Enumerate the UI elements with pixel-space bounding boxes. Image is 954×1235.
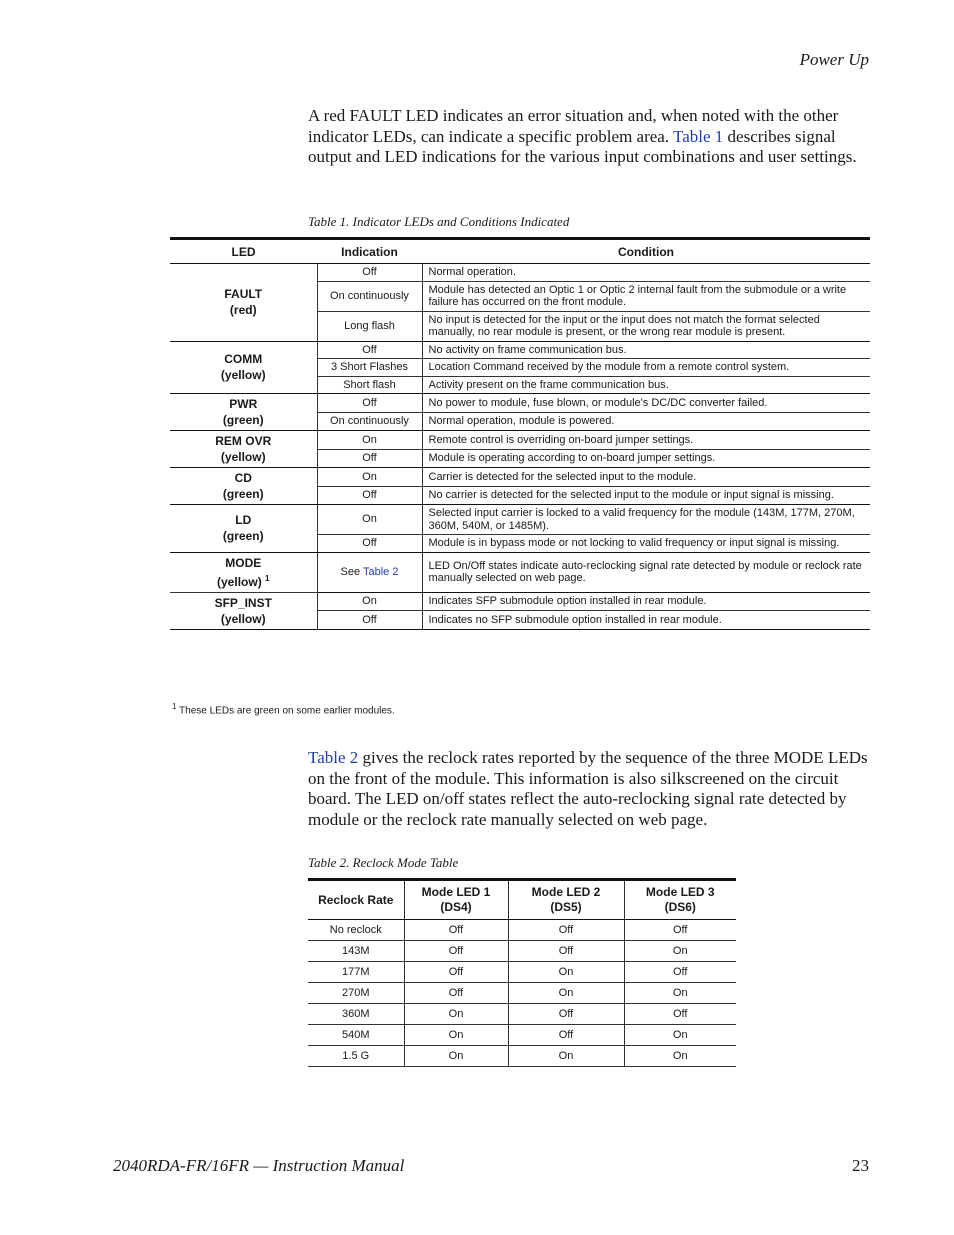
indication-cell xyxy=(317,311,422,341)
table-cell: Off xyxy=(624,962,736,983)
led-name-cell xyxy=(170,505,317,553)
condition-cell: Normal operation. xyxy=(422,264,870,282)
table1-footnote xyxy=(172,702,395,716)
indication-cell xyxy=(317,412,422,431)
table-row xyxy=(308,920,736,941)
indication-text: On xyxy=(362,595,377,607)
table-cell: 143M xyxy=(308,941,404,962)
indication-cell xyxy=(317,468,422,487)
table1-link[interactable]: Table 1 xyxy=(673,126,724,146)
table-cell: On xyxy=(624,983,736,1004)
table-cell: Off xyxy=(404,941,508,962)
indication-text: On continuously xyxy=(330,415,409,427)
led-name: LD xyxy=(235,513,252,528)
table-cell: On xyxy=(404,1025,508,1046)
indicator-led-table-body xyxy=(170,264,870,630)
condition-cell: Selected input carrier is locked to a valid frequency for the module (143M, 177M, 270M, 360M, 540M, or 1485M). xyxy=(422,505,870,535)
table-cell: Off xyxy=(404,962,508,983)
table-cell: Off xyxy=(508,920,624,941)
led-color: (yellow) xyxy=(220,368,266,383)
condition-cell: No activity on frame communication bus. xyxy=(422,341,870,359)
led-name-cell xyxy=(170,341,317,394)
table-cell: On xyxy=(404,1004,508,1025)
condition-cell: Location Command received by the module from a remote control system. xyxy=(422,359,870,377)
col-header-led: LED xyxy=(170,239,317,264)
indication-cell xyxy=(317,535,422,553)
intro-text: A red FAULT LED indicates an error situation and, when noted with the other indicator LEDs, can indicate a specific problem area. xyxy=(308,106,839,146)
led-name-cell xyxy=(170,592,317,629)
led-name: PWR xyxy=(229,397,258,411)
table-row xyxy=(170,468,870,487)
indication-cell xyxy=(317,552,422,592)
table-row xyxy=(308,962,736,983)
table-cell: On xyxy=(508,1046,624,1067)
condition-cell: Activity present on the frame communication bus. xyxy=(422,376,870,394)
led-name-cell xyxy=(170,264,317,342)
table2-link[interactable]: Table 2 xyxy=(362,565,399,578)
table-cell: On xyxy=(508,962,624,983)
table-row xyxy=(170,592,870,611)
table-cell: Off xyxy=(508,941,624,962)
indication-text: Off xyxy=(362,452,377,464)
table-row xyxy=(308,983,736,1004)
condition-cell: No power to module, fuse blown, or module's DC/DC converter failed. xyxy=(422,394,870,413)
table2-caption: Table 2. Reclock Mode Table xyxy=(308,855,459,870)
reclock-paragraph xyxy=(308,748,873,830)
indication-text: Off xyxy=(362,266,377,278)
table-cell: On xyxy=(404,1046,508,1067)
table-cell: Off xyxy=(624,1004,736,1025)
condition-cell: LED On/Off states indicate auto-reclocking signal rate detected by module or reclock rate manually selected on web page. xyxy=(422,552,870,592)
led-color: (red) xyxy=(229,303,257,318)
indication-cell xyxy=(317,611,422,630)
condition-cell: Module has detected an Optic 1 or Optic 2 internal fault from the submodule or a write failure has occurred on the front module. xyxy=(422,281,870,311)
indication-cell xyxy=(317,341,422,359)
col-header xyxy=(308,880,404,920)
table-cell: On xyxy=(508,983,624,1004)
table-cell: On xyxy=(624,1046,736,1067)
condition-cell: Normal operation, module is powered. xyxy=(422,412,870,431)
intro-paragraph xyxy=(308,106,873,168)
col-header-line2: (DS6) xyxy=(664,900,696,914)
table-cell: 177M xyxy=(308,962,404,983)
table-row xyxy=(170,505,870,535)
table-row xyxy=(170,552,870,592)
table2-link[interactable]: Table 2 xyxy=(308,748,359,767)
reclock-mode-table xyxy=(308,878,736,1067)
table-row xyxy=(308,1046,736,1067)
col-header-line1: Mode LED 1 xyxy=(421,885,491,899)
indication-text: Short flash xyxy=(343,378,396,391)
led-color: (yellow) xyxy=(220,450,266,464)
col-header xyxy=(624,880,736,920)
led-name-cell xyxy=(170,552,317,592)
col-header-condition: Condition xyxy=(422,239,870,264)
table-row xyxy=(308,1025,736,1046)
condition-cell: Indicates no SFP submodule option installed in rear module. xyxy=(422,611,870,630)
led-name: SFP_INST xyxy=(214,595,272,610)
indication-text: On continuously xyxy=(330,289,409,302)
table-cell: Off xyxy=(624,920,736,941)
page-number: 23 xyxy=(852,1156,869,1175)
table-cell: On xyxy=(624,941,736,962)
condition-cell: No carrier is detected for the selected input to the module or input signal is missing. xyxy=(422,486,870,505)
indication-cell xyxy=(317,376,422,394)
indication-text: Long flash xyxy=(344,319,395,332)
col-header-line2: (DS4) xyxy=(440,900,472,914)
indication-text: See xyxy=(340,565,363,578)
footnote-text: These LEDs are green on some earlier modules. xyxy=(176,705,395,717)
led-color: (yellow) xyxy=(220,611,266,626)
running-header: Power Up xyxy=(799,50,869,69)
table1-caption: Table 1. Indicator LEDs and Conditions Indicated xyxy=(308,214,570,229)
table-cell: No reclock xyxy=(308,920,404,941)
indication-cell xyxy=(317,505,422,535)
indication-text: On xyxy=(362,433,377,446)
led-name-cell xyxy=(170,394,317,431)
col-header-line1: Reclock Rate xyxy=(318,892,394,907)
table-row xyxy=(170,341,870,359)
led-color: (green) xyxy=(222,413,264,427)
footnote-mark: 1 xyxy=(172,702,177,711)
col-header-indication: Indication xyxy=(317,239,422,264)
col-header-line1: Mode LED 3 xyxy=(645,885,715,899)
led-color: (green) xyxy=(222,529,264,544)
led-name-cell xyxy=(170,468,317,505)
table-cell: 270M xyxy=(308,983,404,1004)
table-cell: 360M xyxy=(308,1004,404,1025)
col-header-line1: Mode LED 2 xyxy=(531,885,601,899)
indication-text: On xyxy=(362,513,377,526)
led-color: (yellow) xyxy=(217,574,262,589)
indication-text: Off xyxy=(362,537,377,549)
led-name: REM OVR xyxy=(215,434,272,448)
reclock-text: gives the reclock rates reported by the sequence of the three MODE LEDs on the front of the module. This information is also silkscreened on the circuit board. The LED on/off states reflect the auto-reclocking signal rate detected by module or the reclock rate manually selected on web page. xyxy=(308,748,868,829)
indication-text: Off xyxy=(362,489,377,501)
reclock-table-header xyxy=(308,880,736,920)
col-header xyxy=(404,880,508,920)
table-cell: 1.5 G xyxy=(308,1046,404,1067)
indication-cell xyxy=(317,431,422,450)
intro-text-end: describes signal output and LED indications for the various input combinations and user settings. xyxy=(308,126,857,167)
condition-cell: Module is operating according to on-board jumper settings. xyxy=(422,449,870,468)
reclock-table-body xyxy=(308,920,736,1067)
col-header xyxy=(508,880,624,920)
indication-text: 3 Short Flashes xyxy=(330,361,409,373)
footnote-ref: 1 xyxy=(265,573,270,583)
led-name: FAULT xyxy=(224,287,263,302)
led-name: MODE xyxy=(225,555,262,570)
indication-cell xyxy=(317,281,422,311)
table-cell: Off xyxy=(404,983,508,1004)
condition-cell: Module is in bypass mode or not locking to valid frequency or input signal is missing. xyxy=(422,535,870,553)
indication-cell xyxy=(317,394,422,413)
condition-cell: Remote control is overriding on-board jumper settings. xyxy=(422,431,870,450)
indication-text: Off xyxy=(362,613,377,626)
indication-cell xyxy=(317,264,422,282)
led-name: COMM xyxy=(224,352,263,367)
table-cell: Off xyxy=(508,1025,624,1046)
table-row xyxy=(308,941,736,962)
table-cell: Off xyxy=(404,920,508,941)
table-row xyxy=(170,264,870,282)
led-name-cell xyxy=(170,431,317,468)
condition-cell: No input is detected for the input or the input does not match the format selected manually, no rear module is present, or the wrong rear module is present. xyxy=(422,311,870,341)
table-cell: 540M xyxy=(308,1025,404,1046)
table-row xyxy=(170,394,870,413)
col-header-line2: (DS5) xyxy=(550,900,582,914)
led-name: CD xyxy=(234,471,252,485)
indication-cell xyxy=(317,359,422,377)
condition-cell: Indicates SFP submodule option installed in rear module. xyxy=(422,592,870,611)
table-row xyxy=(308,1004,736,1025)
footer-title: 2040RDA-FR/16FR — Instruction Manual xyxy=(113,1156,405,1175)
table-cell: On xyxy=(624,1025,736,1046)
indication-cell xyxy=(317,486,422,505)
indicator-led-table xyxy=(170,237,870,630)
condition-cell: Carrier is detected for the selected input to the module. xyxy=(422,468,870,487)
table-row xyxy=(170,431,870,450)
indication-cell xyxy=(317,449,422,468)
table-cell: Off xyxy=(508,1004,624,1025)
indication-text: On xyxy=(362,470,377,483)
led-color: (green) xyxy=(222,487,264,501)
indication-text: Off xyxy=(362,396,377,409)
indication-text: Off xyxy=(362,343,377,356)
indication-cell xyxy=(317,592,422,611)
